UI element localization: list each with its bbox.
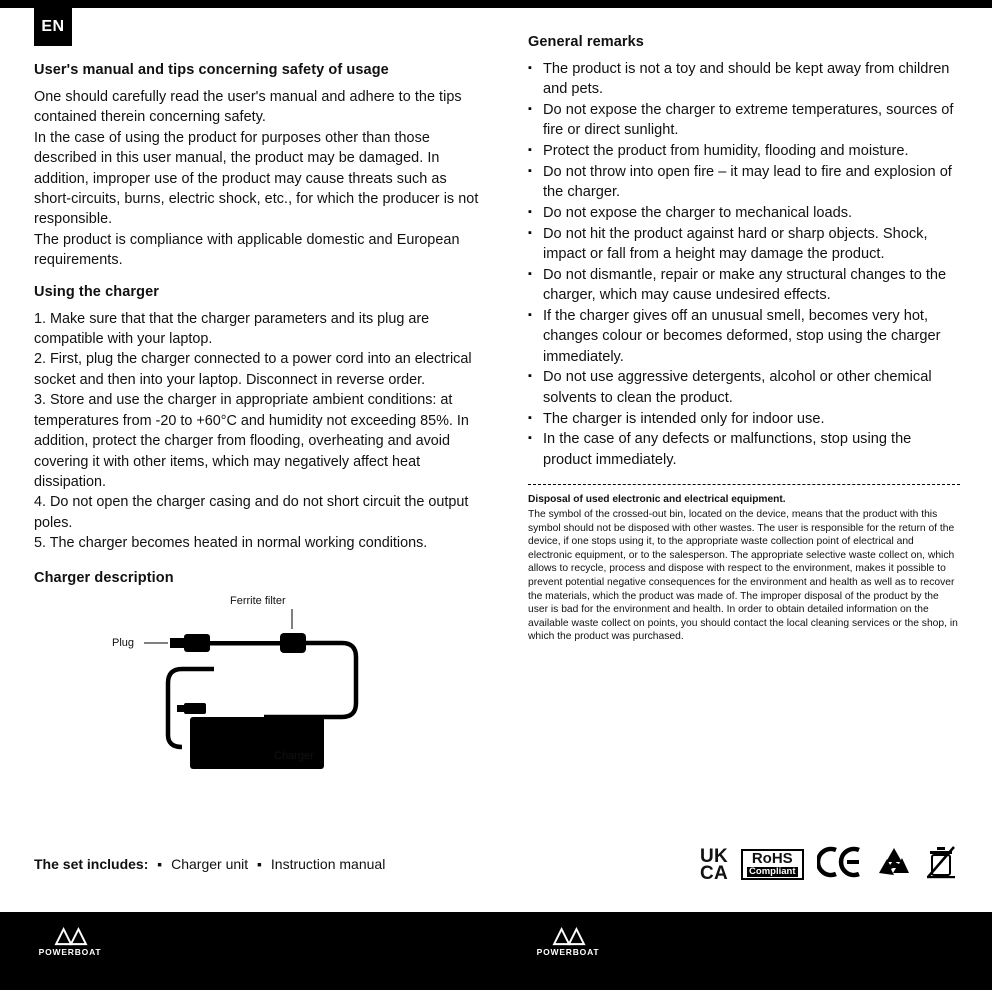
rohs-line-2: Compliant xyxy=(749,866,796,877)
section-title-using-charger: Using the charger xyxy=(34,283,159,300)
rohs-line-1: RoHS xyxy=(751,850,793,867)
usage-step: 4. Do not open the charger casing and do not short circuit the output poles. xyxy=(34,494,469,531)
remark-item: ▪ Protect the product from humidity, flooding and moisture. xyxy=(528,141,960,161)
remark-item: ▪ Do not hit the product against hard or sharp objects. Shock, impact or fall from a height may damage the product. xyxy=(528,224,960,265)
safety-paragraph-1: One should carefully read the user's manual and adhere to the tips contained therein concerning safety. xyxy=(34,89,462,126)
remark-item: ▪ The product is not a toy and should be kept away from children and pets. xyxy=(528,59,960,100)
dashed-divider xyxy=(528,484,960,485)
set-includes-item: Instruction manual xyxy=(270,856,386,872)
crossed-out-bin-icon xyxy=(925,845,957,879)
section-title-charger-description: Charger description xyxy=(34,569,174,586)
ce-mark-icon xyxy=(817,846,863,878)
usage-step: 1. Make sure that that the charger parameters and its plug are compatible with your laptop. xyxy=(34,310,430,348)
logo-goat-icon: △△ xyxy=(55,922,85,947)
safety-paragraph-2: In the case of using the product for purposes other than those described in this user manual, the product may be damaged. In addition, improper use of the product may cause threats such as short-circuits, burns, electric shock, etc., for which the producer is not responsible. xyxy=(34,129,479,228)
ukca-line-1: UK xyxy=(700,845,729,867)
diagram-label-ferrite-filter: Ferrite filter xyxy=(230,594,286,607)
brand-logo-center xyxy=(520,924,616,978)
remark-item: ▪ Do not dismantle, repair or make any structural changes to the charger, which may cause undesired effects. xyxy=(528,265,960,306)
remark-item: ▪ Do not expose the charger to extreme temperatures, sources of fire or direct sunlight. xyxy=(528,100,960,141)
remark-item: ▪ If the charger gives off an unusual smell, becomes very hot, changes colour or becomes deformed, stop using the charger immediately. xyxy=(528,306,960,367)
left-column xyxy=(34,62,479,770)
usage-step: 3. Store and use the charger in appropriate ambient conditions: at temperatures from -20 to +60°C and humidity not exceeding 85%. In addition, protect the charger from flooding, overheating and avoid covering it with other items, which may negatively affect heat dissipation. xyxy=(34,392,469,490)
charger-diagram-svg xyxy=(34,595,479,770)
safety-paragraph-3: The product is compliance with applicable domestic and European requirements. xyxy=(34,231,460,269)
recycle-mark xyxy=(876,846,912,883)
ukca-line-2: CA xyxy=(700,862,729,884)
remark-item: ▪ Do not expose the charger to mechanical loads. xyxy=(528,203,960,223)
ce-mark xyxy=(817,846,863,883)
usage-step: 2. First, plug the charger connected to a power cord into an electrical socket and then into your laptop. Disconnect in reverse order. xyxy=(34,351,472,388)
top-black-strip-right xyxy=(872,0,992,8)
brand-name: POWERBOAT xyxy=(38,947,102,957)
set-includes xyxy=(34,856,385,872)
logo-goat-icon: △△ xyxy=(553,922,583,947)
footer-bar xyxy=(0,912,992,990)
remark-item: ▪ Do not use aggressive detergents, alcohol or other chemical solvents to clean the product. xyxy=(528,367,960,408)
disposal-text: The symbol of the crossed-out bin, located on the device, means that the product with this symbol should not be disposed with other wastes. The user is responsible for the return of the device, if one stops using it, to the appropriate waste collection point of electrical and electronic equipment, or to the salesperson. The appropriate selective waste collect on, which allows to recycle, process and dispose with respect to the environment, makes it possible to prevent potential negative consequences for the environment and health as well as to recover the materials, which the product was made of. The improper disposal of the product by the user is bad for the environment and health. In order to obtain detailed information on the available waste collect on points, you should contact the local cleaning services or the shop, in which the product was purchased. xyxy=(528,508,958,643)
usage-steps-list xyxy=(34,309,479,554)
diagram-label-plug: Plug xyxy=(112,636,135,649)
right-column xyxy=(528,34,960,644)
bullet-square-icon: ▪ xyxy=(257,856,263,872)
certification-marks xyxy=(700,845,957,884)
bullet-square-icon: ▪ xyxy=(157,856,163,872)
diagram-label-charger: Charger xyxy=(274,749,314,762)
section-title-general-remarks: General remarks xyxy=(528,34,644,50)
usage-step: 5. The charger becomes heated in normal working conditions. xyxy=(34,535,428,552)
recycle-icon xyxy=(876,846,912,878)
brand-name: POWERBOAT xyxy=(536,947,600,957)
charger-diagram xyxy=(34,595,479,770)
safety-paragraphs xyxy=(34,87,479,271)
set-includes-item: Charger unit xyxy=(171,856,249,872)
remark-item: ▪ In the case of any defects or malfunctions, stop using the product immediately. xyxy=(528,429,960,470)
remark-item: ▪ The charger is intended only for indoor use. xyxy=(528,409,960,429)
set-includes-label: The set includes: xyxy=(34,856,149,872)
remark-item: ▪ Do not throw into open fire – it may lead to fire and explosion of the charger. xyxy=(528,162,960,203)
language-badge: EN xyxy=(34,8,72,46)
rohs-mark xyxy=(741,849,803,880)
top-black-strip xyxy=(0,0,992,8)
general-remarks-list xyxy=(528,59,960,470)
section-title-safety: User's manual and tips concerning safety of usage xyxy=(34,62,389,78)
disposal-title: Disposal of used electronic and electrical equipment. xyxy=(528,493,786,505)
ukca-mark xyxy=(700,845,729,884)
weee-mark xyxy=(925,845,957,884)
brand-logo-left xyxy=(22,924,118,978)
